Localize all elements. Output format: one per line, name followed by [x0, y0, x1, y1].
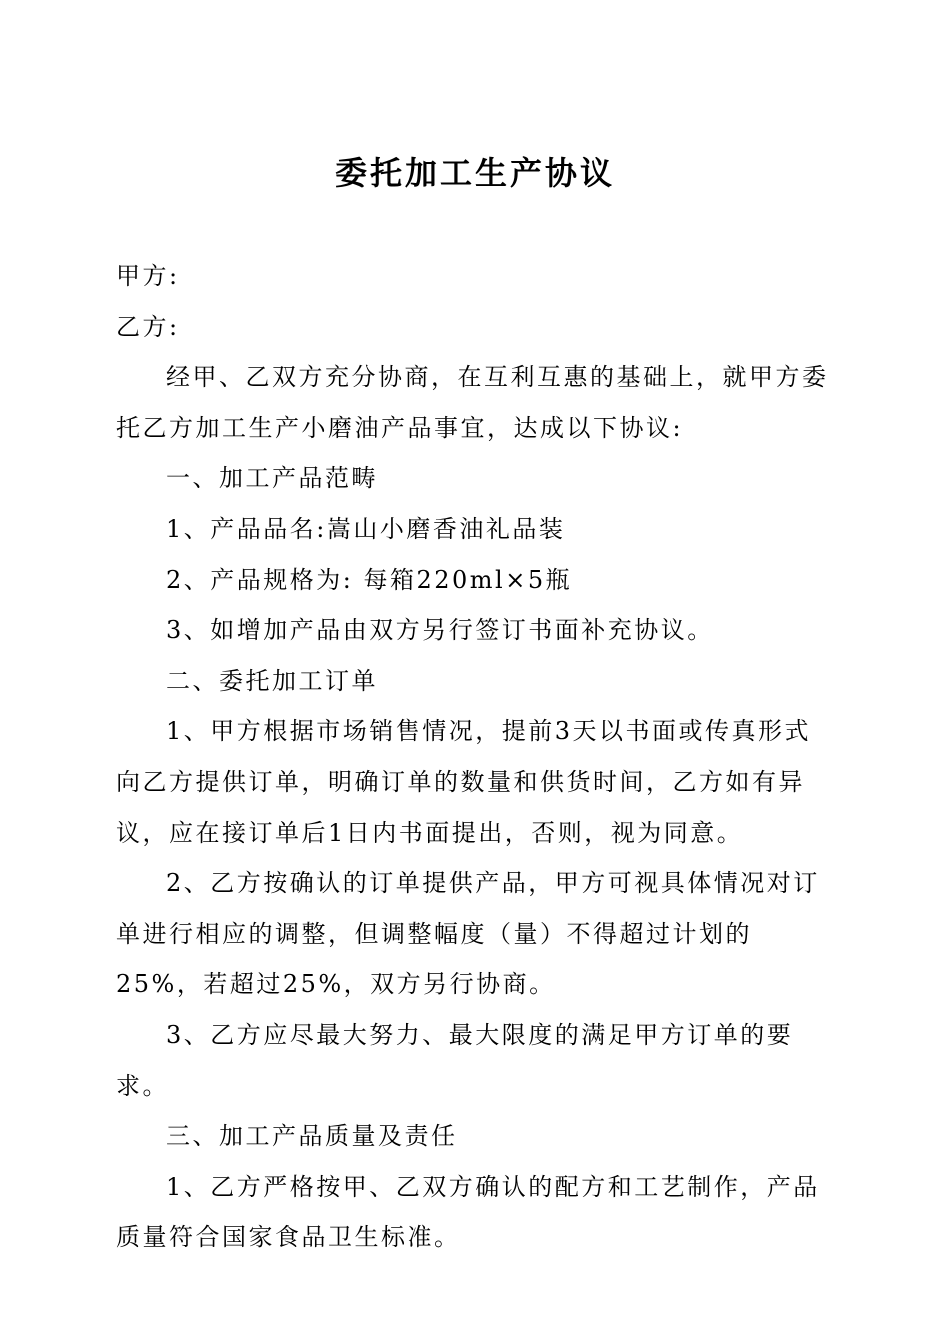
clause-1-2: 2、产品规格为: 每箱220ml×5瓶: [166, 565, 573, 594]
document-body: [116, 251, 832, 1263]
document-title: 委托加工生产协议: [334, 154, 615, 192]
clause-2-2: 2、乙方按确认的订单提供产品，甲方可视具体情况对订单进行相应的调整，但调整幅度（量）不得超过计划的25%，若超过25%，双方另行协商。: [116, 869, 820, 999]
section-heading-1: 一、加工产品范畴: [166, 464, 378, 493]
party-a-line: 甲方:: [116, 262, 180, 290]
clause-3-1: 1、乙方严格按甲、乙双方确认的配方和工艺制作，产品质量符合国家食品卫生标准。: [116, 1172, 820, 1252]
section-heading-3: 三、加工产品质量及责任: [166, 1122, 458, 1151]
clause-1-3: 3、如增加产品由双方另行签订书面补充协议。: [166, 616, 714, 645]
party-b-line: 乙方:: [116, 312, 180, 341]
clause-2-3: 3、乙方应尽最大努力、最大限度的满足甲方订单的要求。: [116, 1020, 794, 1100]
clause-2-1: 1、甲方根据市场销售情况，提前3天以书面或传真形式向乙方提供订单，明确订单的数量和供货时间，乙方如有异议，应在接订单后1日内书面提出，否则，视为同意。: [116, 717, 812, 847]
preamble-paragraph: 经甲、乙双方充分协商，在互利互惠的基础上，就甲方委托乙方加工生产小磨油产品事宜，达成以下协议:: [116, 363, 829, 442]
section-heading-2: 二、委托加工订单: [166, 666, 378, 695]
clause-1-1: 1、产品品名:嵩山小磨香油礼品装: [166, 514, 566, 543]
